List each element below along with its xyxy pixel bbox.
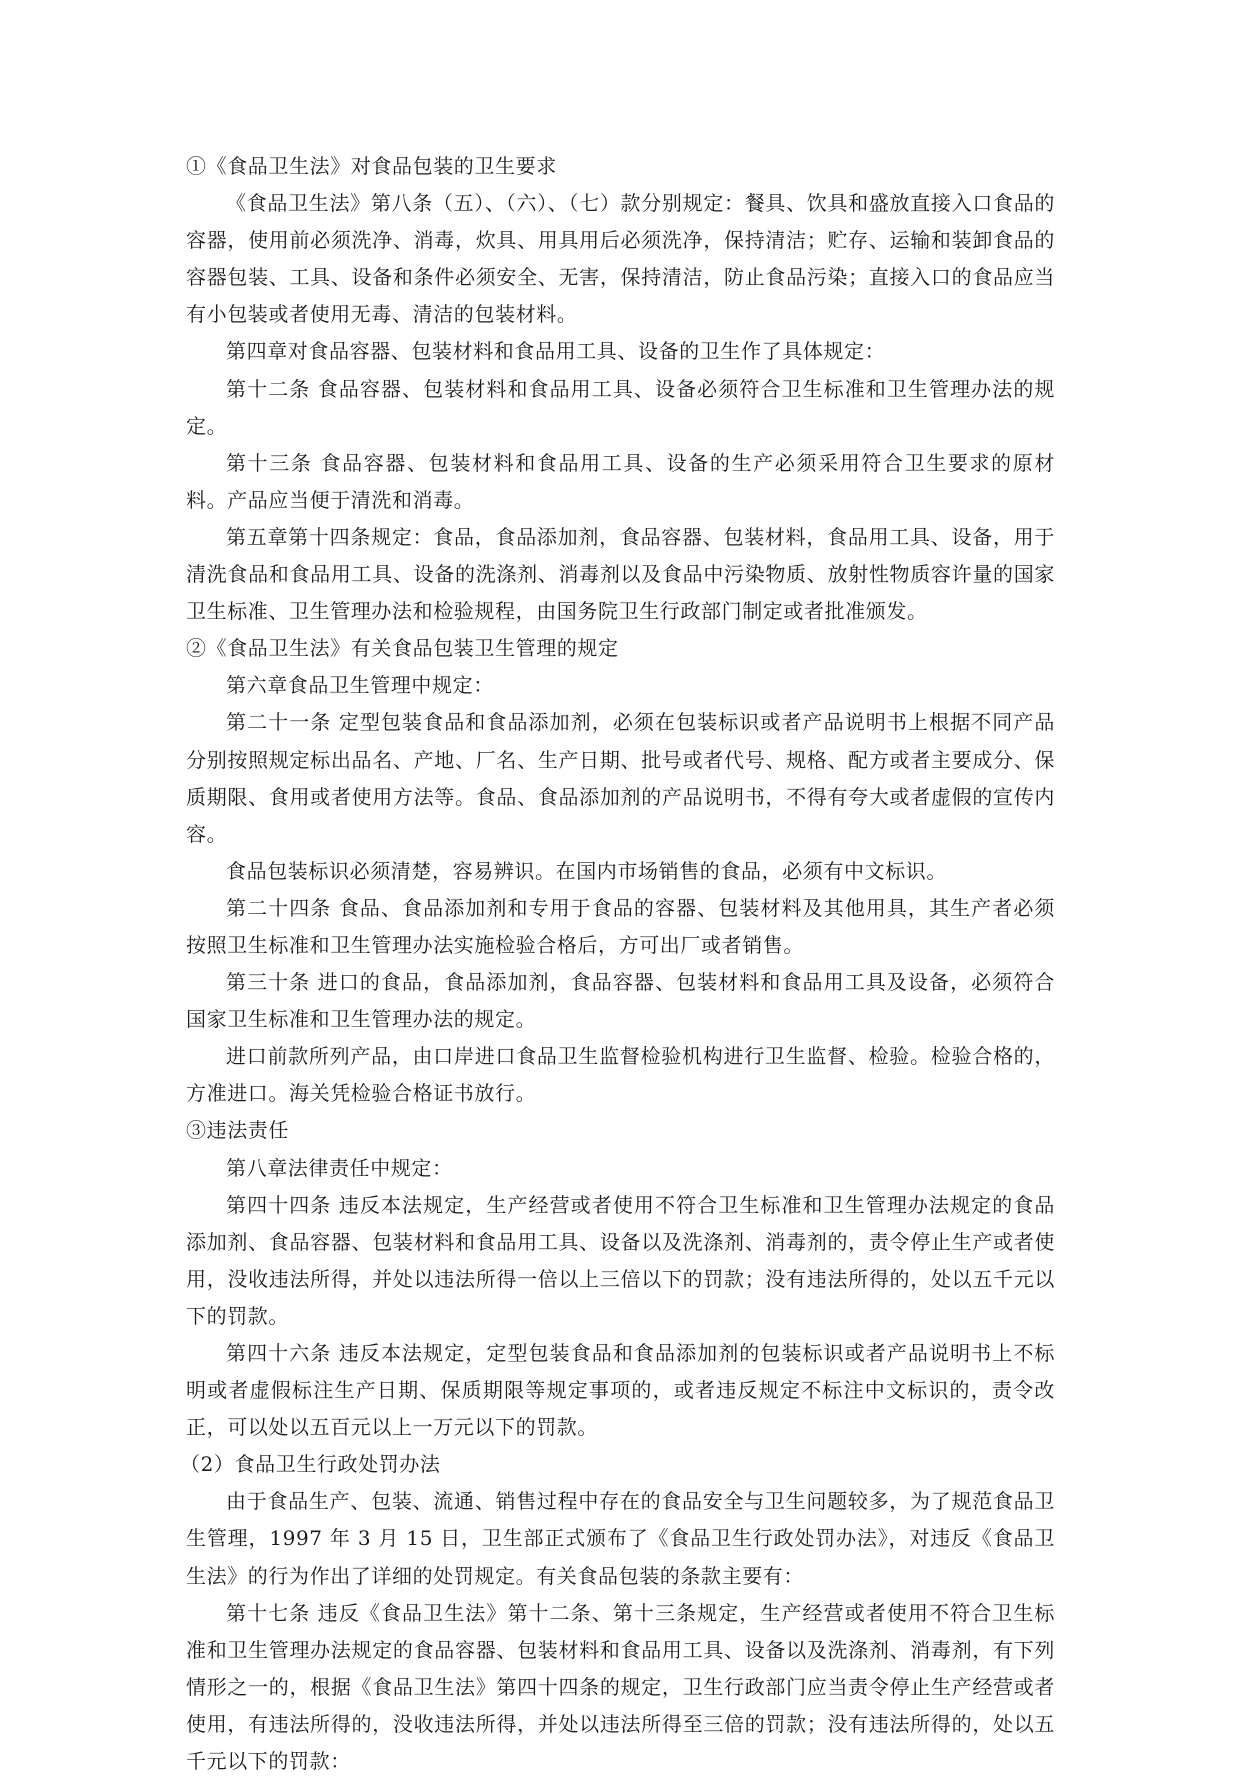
paragraph-article-46: 第四十六条 违反本法规定，定型包装食品和食品添加剂的包装标识或者产品说明书上不标明或者虚假标注生产日期、保质期限等规定事项的，或者违反规定不标注中文标识的，责令改正，可以处以五百元以上一万元以下的罚款。 <box>186 1341 1055 1440</box>
section-heading-3: ③违法责任 <box>186 1118 289 1143</box>
paragraph-article-14: 第五章第十四条规定：食品，食品添加剂，食品容器、包装材料，食品用工具、设备，用于清洗食品和食品用工具、设备的洗涤剂、消毒剂以及食品中污染物质、放射性物质容许量的国家卫生标准、卫生管理办法和检验规程，由国务院卫生行政部门制定或者批准颁发。 <box>186 524 1055 624</box>
paragraph-import-inspection: 进口前款所列产品，由口岸进口食品卫生监督检验机构进行卫生监督、检验。检验合格的，方准进口。海关凭检验合格证书放行。 <box>186 1044 1055 1106</box>
paragraph-article-12: 第十二条 食品容器、包装材料和食品用工具、设备必须符合卫生标准和卫生管理办法的规定。 <box>186 376 1055 438</box>
paragraph-label-requirement: 食品包装标识必须清楚，容易辨识。在国内市场销售的食品，必须有中文标识。 <box>226 858 947 883</box>
paragraph-article-44: 第四十四条 违反本法规定，生产经营或者使用不符合卫生标准和卫生管理办法规定的食品添加剂、食品容器、包装材料和食品用工具、设备以及洗涤剂、消毒剂的，责令停止生产或者使用，没收违法所得，并处以违法所得一倍以上三倍以下的罚款；没有违法所得的，处以五千元以下的罚款。 <box>186 1192 1055 1328</box>
paragraph-chapter-4: 第四章对食品容器、包装材料和食品用工具、设备的卫生作了具体规定： <box>226 339 886 364</box>
paragraph-article-30: 第三十条 进口的食品，食品添加剂，食品容器、包装材料和食品用工具及设备，必须符合国家卫生标准和卫生管理办法的规定。 <box>186 970 1055 1032</box>
paragraph-chapter-6: 第六章食品卫生管理中规定： <box>226 673 494 698</box>
section-heading-1: ①《食品卫生法》对食品包装的卫生要求 <box>186 154 557 178</box>
document-body <box>180 148 1055 1780</box>
section-heading-2: ②《食品卫生法》有关食品包装卫生管理的规定 <box>186 636 619 661</box>
paragraph-chapter-8: 第八章法律责任中规定： <box>226 1155 453 1180</box>
paragraph-article-21: 第二十一条 定型包装食品和食品添加剂，必须在包装标识或者产品说明书上根据不同产品分别按照规定标出品名、产地、厂名、生产日期、批号或者代号、规格、配方或者主要成分、保质期限、食用或者使用方法等。食品、食品添加剂的产品说明书，不得有夸大或者虚假的宣传内容。 <box>186 710 1055 846</box>
paragraph-article-17: 第十七条 违反《食品卫生法》第十二条、第十三条规定，生产经营或者使用不符合卫生标准和卫生管理办法规定的食品容器、包装材料和食品用工具、设备以及洗涤剂、消毒剂，有下列情形之一的，根据《食品卫生法》第四十四条的规定，卫生行政部门应当责令停止生产经营或者使用，有违法所得的，没收违法所得，并处以违法所得至三倍的罚款；没有违法所得的，处以五千元以下的罚款： <box>186 1600 1055 1774</box>
section-heading-penalty-measures: （2）食品卫生行政处罚办法 <box>180 1452 441 1477</box>
paragraph-article-8: 《食品卫生法》第八条（五）、（六）、（七）款分别规定：餐具、饮具和盛放直接入口食品的容器，使用前必须洗净、消毒，炊具、用具用后必须洗净，保持清洁；贮存、运输和装卸食品的容器包装、工具、设备和条件必须安全、无害，保持清洁，防止食品污染；直接入口的食品应当有小包装或者使用无毒、清洁的包装材料。 <box>186 191 1055 327</box>
paragraph-article-24: 第二十四条 食品、食品添加剂和专用于食品的容器、包装材料及其他用具，其生产者必须按照卫生标准和卫生管理办法实施检验合格后，方可出厂或者销售。 <box>186 895 1055 957</box>
paragraph-article-13: 第十三条 食品容器、包装材料和食品用工具、设备的生产必须采用符合卫生要求的原材料。产品应当便于清洗和消毒。 <box>186 450 1055 512</box>
paragraph-penalty-intro: 由于食品生产、包装、流通、销售过程中存在的食品安全与卫生问题较多，为了规范食品卫生管理，1997 年 3 月 15 日，卫生部正式颁布了《食品卫生行政处罚办法》，对违反《食品卫生法》的行为作出了详细的处罚规定。有关食品包装的条款主要有： <box>186 1489 1055 1588</box>
